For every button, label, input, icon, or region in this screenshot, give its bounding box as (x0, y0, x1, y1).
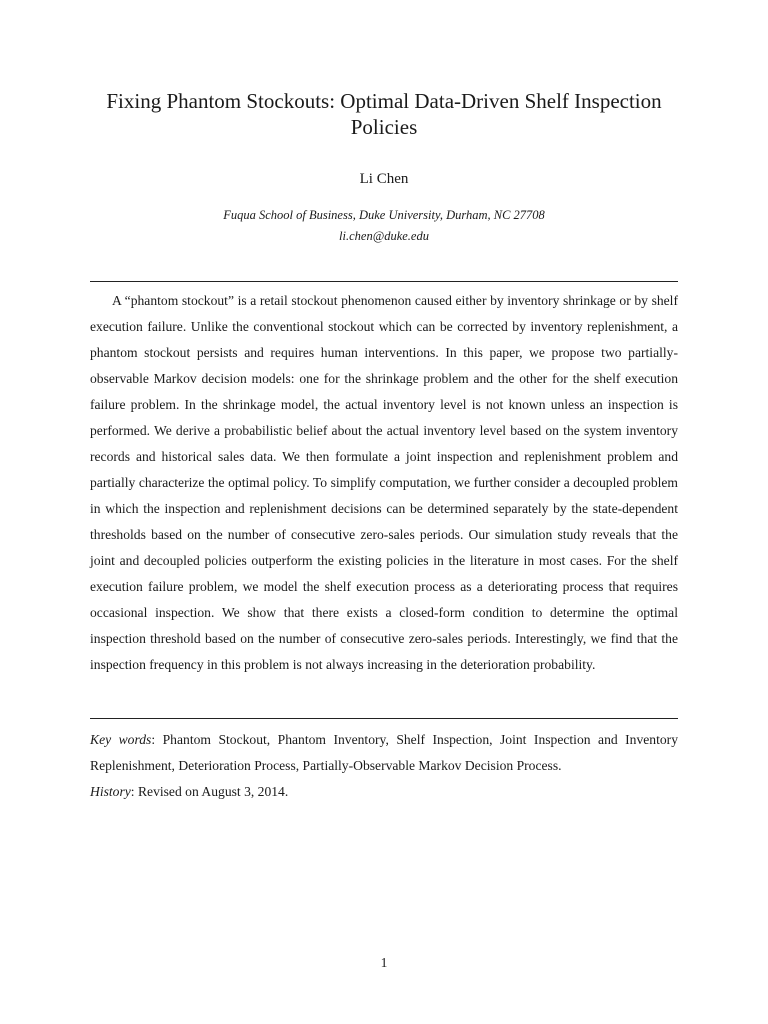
abstract-text: A “phantom stockout” is a retail stockout phenomenon caused either by inventory shrinkage or by shelf execution failure. Unlike the conventional stockout which can be corrected by inventory replenishment, a phantom stockout persists and requires human interventions. In this paper, we propose two partially-observable Markov decision models: one for the shrinkage problem and the other for the shelf execution failure problem. In the shrinkage model, the actual inventory level is not known unless an inspection is performed. We derive a probabilistic belief about the actual inventory level based on the system inventory records and historical sales data. We then formulate a joint inspection and replenishment problem and partially characterize the optimal policy. To simplify computation, we further consider a decoupled problem in which the inspection and replenishment decisions can be determined separately by the state-dependent thresholds based on the number of consecutive zero-sales periods. Our simulation study reveals that the joint and decoupled policies outperform the existing policies in the literature in most cases. For the shelf execution failure problem, we model the shelf execution process as a deteriorating process that requires occasional inspection. We show that there exists a closed-form condition to determine the optimal inspection threshold based on the number of consecutive zero-sales periods. Interestingly, we find that the inspection frequency in this problem is not always increasing in the deterioration probability. (90, 293, 678, 672)
author-affiliation-block (90, 205, 678, 247)
keywords-line: Key words: Phantom Stockout, Phantom Inventory, Shelf Inspection, Joint Inspection and Inventory Replenishment, Deterioration Process, Partially-Observable Markov Decision Process. (90, 732, 678, 773)
keywords-label: Key words (90, 732, 152, 747)
author-email: li.chen@duke.edu (339, 229, 429, 243)
abstract-top-rule (90, 281, 678, 282)
page-number: 1 (380, 955, 388, 970)
history-label: History (90, 784, 131, 799)
affiliation: Fuqua School of Business, Duke University, Durham, NC 27708 (223, 208, 545, 222)
abstract-bottom-rule (90, 718, 678, 719)
keywords-text: Phantom Stockout, Phantom Inventory, Shelf Inspection, Joint Inspection and Inventory Replenishment, Deterioration Process, Partially-Observable Markov Decision Process. (90, 732, 678, 773)
author-name: Li Chen (359, 171, 409, 187)
paper-title: Fixing Phantom Stockouts: Optimal Data-Driven Shelf Inspection Policies (106, 89, 662, 139)
history-line: History: Revised on August 3, 2014. (90, 784, 289, 799)
history-text: Revised on August 3, 2014. (137, 784, 289, 799)
paper-metadata (90, 727, 678, 805)
